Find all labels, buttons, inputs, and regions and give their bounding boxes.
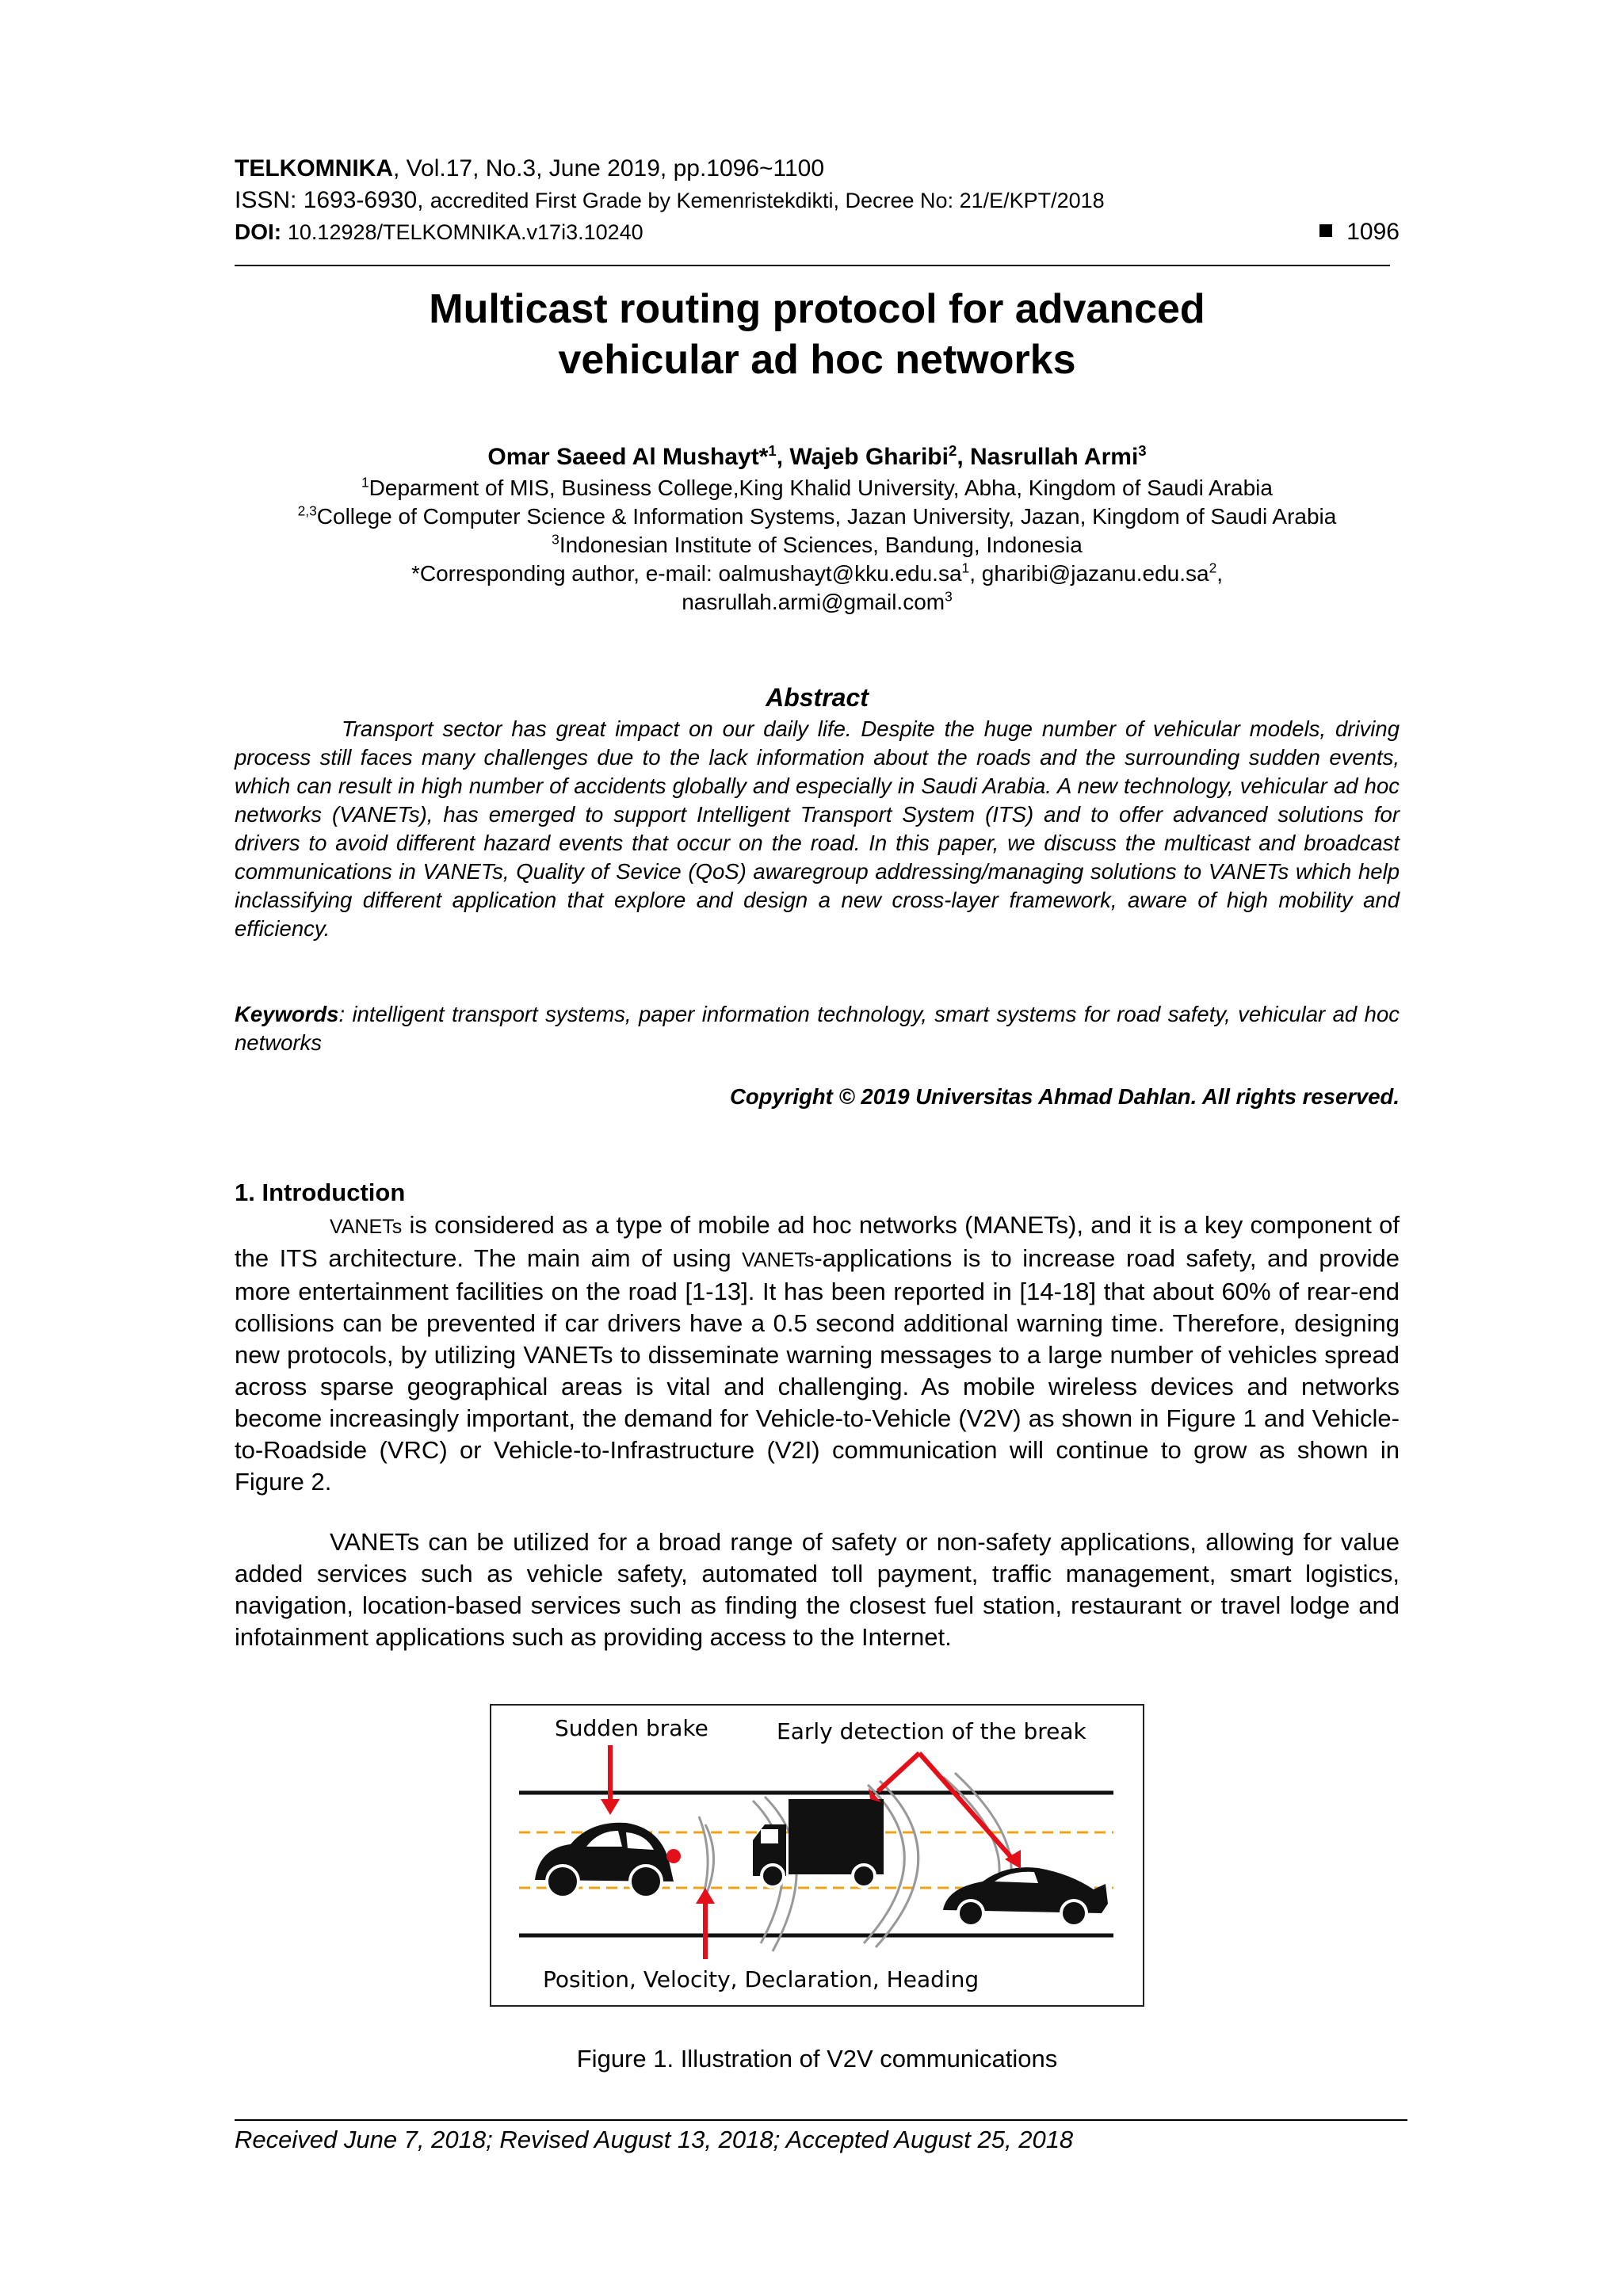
corr-line-2: nasrullah.armi@gmail.com	[682, 590, 945, 614]
doi-link[interactable]: 10.12928/TELKOMNIKA.v17i3.10240	[287, 220, 643, 244]
intro-paragraph-2: VANETs can be utilized for a broad range of safety or non-safety applications, allowing for value added services such as vehicle safety, automated toll payment, traffic management, smart logistics, navigation, location-based services such as finding the closest fuel station, restaurant or travel lodge and infotainment applications such as providing access to the Internet.	[235, 1528, 1400, 1651]
vanets-term-2: VANETs	[742, 1249, 815, 1271]
corr-mid: , gharibi@jazanu.edu.sa	[969, 561, 1209, 586]
author-sep-1: ,	[776, 444, 790, 470]
author-3-sup: 3	[1138, 441, 1147, 459]
corresponding-email-2	[235, 590, 1400, 615]
issn-text: ISSN: 1693-6930,	[235, 187, 430, 213]
aff1-text: Deparment of MIS, Business College,King Khalid University, Abha, Kingdom of Saudi Arabia	[369, 476, 1273, 500]
corr-end: ,	[1216, 561, 1224, 586]
keywords-text: : intelligent transport systems, paper information technology, smart systems for road safety, vehicular ad hoc networks	[235, 1002, 1400, 1055]
intro-paragraph-1	[235, 1209, 1400, 1498]
figure-1-caption: Figure 1. Illustration of V2V communications	[576, 2045, 1058, 2073]
arrow-early-1	[878, 1753, 919, 1791]
keywords	[235, 1000, 1400, 1057]
aff3-text: Indonesian Institute of Sciences, Bandung, Indonesia	[559, 533, 1083, 557]
truck-icon	[753, 1799, 884, 1887]
label-sudden-brake: Sudden brake	[555, 1715, 708, 1741]
title-line-1: Multicast routing protocol for advanced	[429, 286, 1205, 332]
author-3: Nasrullah Armi	[970, 444, 1139, 470]
accreditation-text: accredited First Grade by Kemenristekdikti, Decree No: 21/E/KPT/2018	[430, 189, 1105, 212]
affiliation-2	[235, 504, 1400, 529]
braking-car-icon	[535, 1823, 681, 1897]
aff2-text: College of Computer Science & Information Systems, Jazan University, Jazan, Kingdom of Saudi Arabia	[316, 504, 1337, 529]
doi-label: DOI:	[235, 220, 288, 244]
page-number	[1319, 219, 1400, 246]
abstract-heading: Abstract	[766, 683, 869, 712]
affiliation-3	[235, 533, 1400, 558]
issn-line	[235, 187, 1105, 214]
author-sep-2: ,	[957, 444, 970, 470]
label-position-velocity: Position, Velocity, Declaration, Heading	[543, 1966, 980, 1992]
citation-text: , Vol.17, No.3, June 2019, pp.1096~1100	[392, 155, 825, 181]
author-1: Omar Saeed Al Mushayt*	[487, 444, 769, 470]
paper-title	[235, 284, 1400, 385]
sports-car-icon	[943, 1867, 1108, 1926]
intro-p1-a: is considered as a type of mobile ad hoc networks (MANETs), and it is a key component of the ITS architecture. The main aim of using	[235, 1211, 1400, 1272]
page-number-text: 1096	[1346, 219, 1400, 245]
aff1-sup: 1	[361, 474, 369, 491]
intro-p1-b: -applications is to increase road safety, and provide more entertainment facilities on the road [1-13]. It has been reported in [14-18] that about 60% of rear-end collisions can be prevented if car drivers have a 0.5 second additional warning time. Therefore, designing new protocols, by utilizing VANETs to disseminate warning messages to a large number of vehicles spread across sparse geographical areas is vital and challenging. As mobile wireless devices and networks become increasingly important, the demand for Vehicle-to-Vehicle (V2V) as shown in Figure 1 and Vehicle-to-Roadside (VRC) or Vehicle-to-Infrastructure (V2I) communication will continue to grow as shown in Figure 2.	[235, 1244, 1400, 1496]
author-2: Wajeb Gharibi	[789, 444, 949, 470]
received-dates: Received June 7, 2018; Revised August 13, 2018; Accepted August 25, 2018	[235, 2126, 1074, 2153]
section-heading-introduction: 1. Introduction	[235, 1179, 406, 1206]
corr-sup-2: 2	[1209, 560, 1217, 576]
affiliation-1	[235, 476, 1400, 501]
corr-sup-1: 1	[961, 560, 970, 576]
aff3-sup: 3	[552, 531, 559, 548]
title-line-2: vehicular ad hoc networks	[558, 337, 1076, 383]
corr-sup-3: 3	[945, 588, 953, 605]
figure-1	[490, 1704, 1144, 2007]
label-early-detection: Early detection of the break	[777, 1718, 1086, 1744]
abstract-text: Transport sector has great impact on our daily life. Despite the huge number of vehicular models, driving process still faces many challenges due to the lack information about the roads and the surrounding sudden events, which can result in high number of accidents globally and especially in Saudi Arabia. A new technology, vehicular ad hoc networks (VANETs), has emerged to support Intelligent Transport System (ITS) and to offer advanced solutions for drivers to avoid different hazard events that occur on the road. In this paper, we discuss the multicast and broadcast communications in VANETs, Quality of Sevice (QoS) awaregroup addressing/managing solutions to VANETs which help inclassifying different application that explore and design a new cross-layer framework, aware of high mobility and efficiency.	[235, 716, 1400, 941]
copyright-notice: Copyright © 2019 Universitas Ahmad Dahlan. All rights reserved.	[729, 1084, 1400, 1109]
v2v-illustration	[491, 1706, 1143, 2005]
author-list	[235, 441, 1400, 471]
aff2-sup: 2,3	[297, 502, 317, 519]
corr-text: *Corresponding author, e-mail: oalmushayt@kku.edu.sa	[411, 561, 962, 586]
keywords-label: Keywords	[235, 1002, 339, 1026]
vanets-term: VANETs	[330, 1216, 403, 1238]
journal-name: TELKOMNIKA	[235, 155, 393, 181]
header-rule	[235, 265, 1390, 266]
corresponding-author	[235, 561, 1400, 586]
doi-line	[235, 219, 643, 246]
journal-citation	[235, 155, 824, 182]
arrow-early-2	[919, 1753, 1014, 1861]
author-1-sup: 1	[768, 441, 777, 459]
author-2-sup: 2	[948, 441, 957, 459]
square-bullet-icon	[1319, 224, 1332, 237]
footer-rule	[235, 2119, 1407, 2121]
